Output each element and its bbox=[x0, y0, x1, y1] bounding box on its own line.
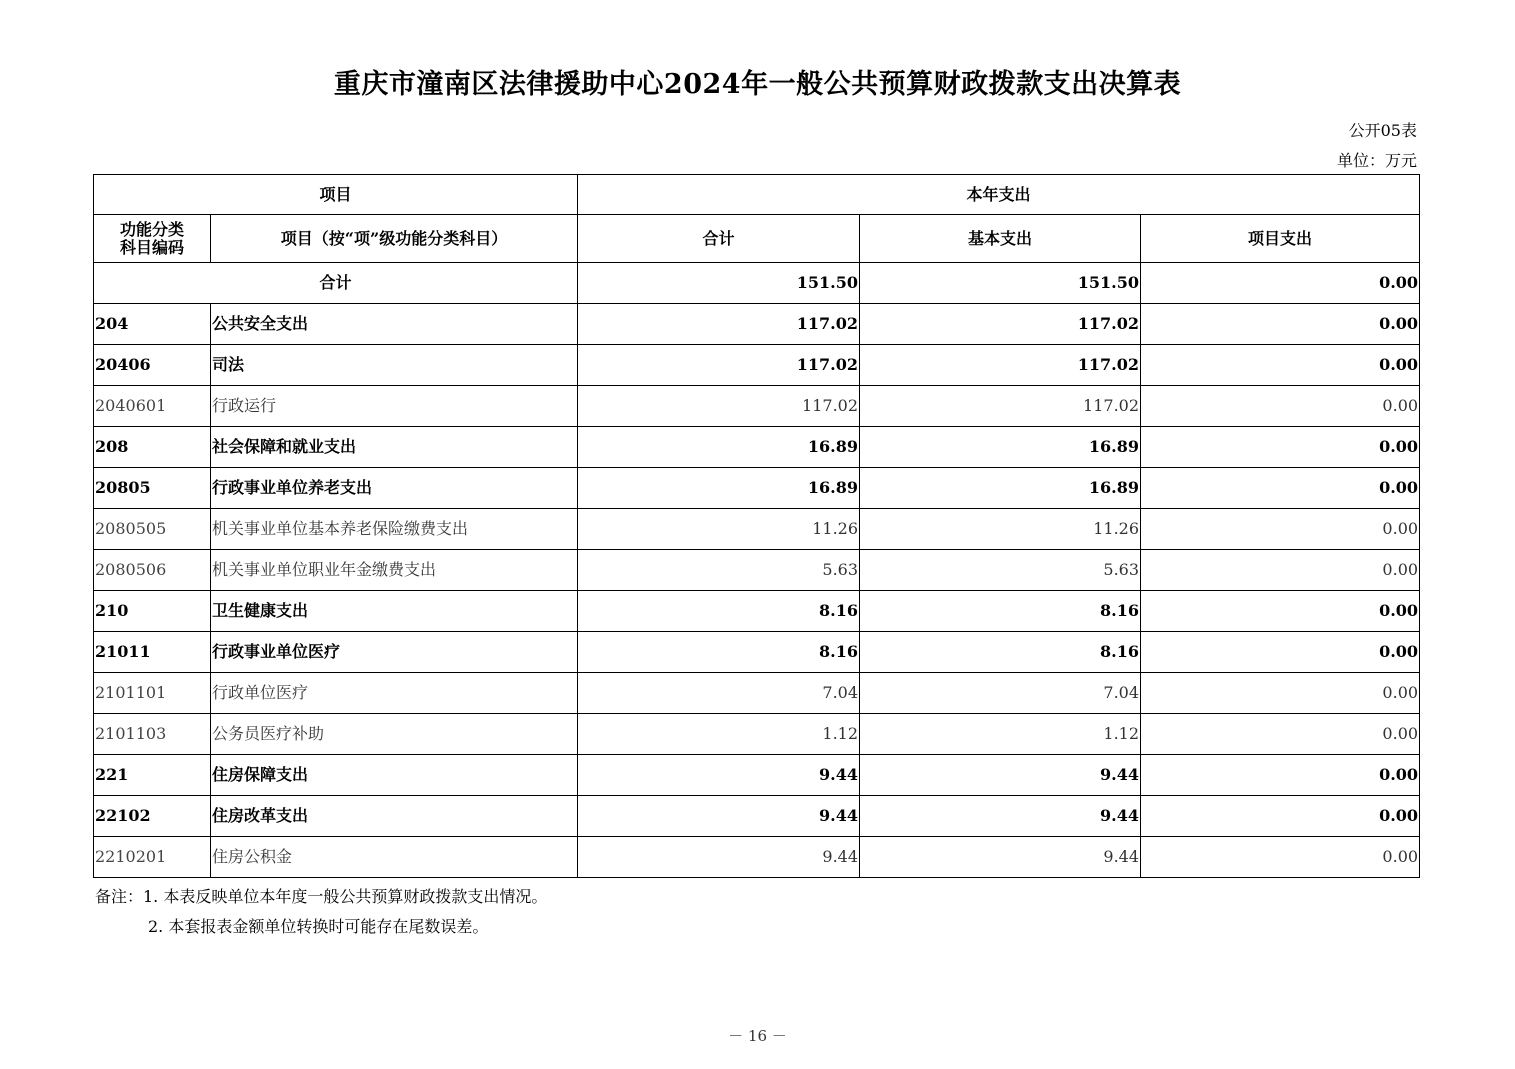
table-row bbox=[94, 837, 1420, 878]
notes bbox=[95, 882, 547, 942]
row-name: 卫生健康支出 bbox=[211, 591, 578, 632]
row-total: 9.44 bbox=[578, 755, 860, 796]
row-project: 0.00 bbox=[1141, 591, 1420, 632]
row-project: 0.00 bbox=[1141, 345, 1420, 386]
row-project: 0.00 bbox=[1141, 673, 1420, 714]
row-name: 社会保障和就业支出 bbox=[211, 427, 578, 468]
header-row-2 bbox=[94, 215, 1420, 263]
page-title: 重庆市潼南区法律援助中心2024年一般公共预算财政拨款支出决算表 bbox=[333, 69, 1182, 100]
total-project: 0.00 bbox=[1141, 263, 1420, 304]
unit-label: 单位：万元 bbox=[1336, 151, 1417, 170]
row-total: 9.44 bbox=[578, 796, 860, 837]
row-name: 住房保障支出 bbox=[211, 755, 578, 796]
row-name: 机关事业单位职业年金缴费支出 bbox=[211, 550, 578, 591]
row-name: 行政运行 bbox=[211, 386, 578, 427]
table-row bbox=[94, 673, 1420, 714]
table-row bbox=[94, 632, 1420, 673]
row-name: 机关事业单位基本养老保险缴费支出 bbox=[211, 509, 578, 550]
row-basic: 117.02 bbox=[860, 345, 1141, 386]
row-code: 20406 bbox=[94, 345, 211, 386]
row-total: 117.02 bbox=[578, 304, 860, 345]
row-name: 公共安全支出 bbox=[211, 304, 578, 345]
row-total: 11.26 bbox=[578, 509, 860, 550]
row-basic: 117.02 bbox=[860, 304, 1141, 345]
row-basic: 16.89 bbox=[860, 427, 1141, 468]
row-project: 0.00 bbox=[1141, 550, 1420, 591]
row-project: 0.00 bbox=[1141, 714, 1420, 755]
row-code: 22102 bbox=[94, 796, 211, 837]
row-basic: 117.02 bbox=[860, 386, 1141, 427]
total-row bbox=[94, 263, 1420, 304]
row-total: 117.02 bbox=[578, 345, 860, 386]
row-code: 21011 bbox=[94, 632, 211, 673]
row-code: 2101103 bbox=[94, 714, 211, 755]
table-row bbox=[94, 796, 1420, 837]
table-row bbox=[94, 427, 1420, 468]
form-number: 公开05表 bbox=[1348, 121, 1417, 140]
row-basic: 7.04 bbox=[860, 673, 1141, 714]
table-row bbox=[94, 550, 1420, 591]
row-project: 0.00 bbox=[1141, 386, 1420, 427]
row-code: 2080505 bbox=[94, 509, 211, 550]
row-code: 210 bbox=[94, 591, 211, 632]
note-2: 2. 本套报表金额单位转换时可能存在尾数误差。 bbox=[148, 917, 489, 936]
header-current-year: 本年支出 bbox=[578, 175, 1420, 215]
row-total: 16.89 bbox=[578, 427, 860, 468]
total-label: 合计 bbox=[94, 263, 578, 304]
row-total: 5.63 bbox=[578, 550, 860, 591]
header-row-1 bbox=[94, 175, 1420, 215]
row-project: 0.00 bbox=[1141, 304, 1420, 345]
total-basic: 151.50 bbox=[860, 263, 1141, 304]
row-total: 1.12 bbox=[578, 714, 860, 755]
row-code: 2210201 bbox=[94, 837, 211, 878]
row-basic: 9.44 bbox=[860, 755, 1141, 796]
table-row bbox=[94, 755, 1420, 796]
row-basic: 1.12 bbox=[860, 714, 1141, 755]
row-code: 221 bbox=[94, 755, 211, 796]
row-code: 208 bbox=[94, 427, 211, 468]
row-name: 行政单位医疗 bbox=[211, 673, 578, 714]
header-total: 合计 bbox=[578, 215, 860, 263]
row-name: 司法 bbox=[211, 345, 578, 386]
row-project: 0.00 bbox=[1141, 796, 1420, 837]
row-total: 16.89 bbox=[578, 468, 860, 509]
row-code: 2040601 bbox=[94, 386, 211, 427]
header-project: 项目 bbox=[94, 175, 578, 215]
row-basic: 5.63 bbox=[860, 550, 1141, 591]
row-basic: 11.26 bbox=[860, 509, 1141, 550]
header-code bbox=[94, 215, 211, 263]
row-code: 2080506 bbox=[94, 550, 211, 591]
note-1: 备注：1. 本表反映单位本年度一般公共预算财政拨款支出情况。 bbox=[95, 887, 548, 906]
row-project: 0.00 bbox=[1141, 755, 1420, 796]
row-basic: 8.16 bbox=[860, 591, 1141, 632]
row-basic: 9.44 bbox=[860, 796, 1141, 837]
row-total: 9.44 bbox=[578, 837, 860, 878]
table-row bbox=[94, 386, 1420, 427]
header-project-exp: 项目支出 bbox=[1141, 215, 1420, 263]
header-code-text: 功能分类科目编码 bbox=[119, 219, 184, 257]
header-item-name: 项目（按“项”级功能分类科目） bbox=[211, 215, 578, 263]
row-project: 0.00 bbox=[1141, 427, 1420, 468]
total-total: 151.50 bbox=[578, 263, 860, 304]
table-row bbox=[94, 304, 1420, 345]
table-row bbox=[94, 468, 1420, 509]
row-basic: 9.44 bbox=[860, 837, 1141, 878]
row-total: 8.16 bbox=[578, 632, 860, 673]
table-row bbox=[94, 345, 1420, 386]
row-name: 公务员医疗补助 bbox=[211, 714, 578, 755]
row-project: 0.00 bbox=[1141, 509, 1420, 550]
row-code: 20805 bbox=[94, 468, 211, 509]
row-name: 住房公积金 bbox=[211, 837, 578, 878]
row-project: 0.00 bbox=[1141, 468, 1420, 509]
row-code: 2101101 bbox=[94, 673, 211, 714]
row-total: 117.02 bbox=[578, 386, 860, 427]
table-row bbox=[94, 591, 1420, 632]
header-basic: 基本支出 bbox=[860, 215, 1141, 263]
row-project: 0.00 bbox=[1141, 632, 1420, 673]
page-number: － 16 － bbox=[728, 1027, 787, 1045]
row-total: 7.04 bbox=[578, 673, 860, 714]
table-row bbox=[94, 714, 1420, 755]
expenditure-table bbox=[93, 174, 1420, 878]
row-name: 行政事业单位养老支出 bbox=[211, 468, 578, 509]
row-code: 204 bbox=[94, 304, 211, 345]
row-name: 住房改革支出 bbox=[211, 796, 578, 837]
row-total: 8.16 bbox=[578, 591, 860, 632]
row-project: 0.00 bbox=[1141, 837, 1420, 878]
row-basic: 8.16 bbox=[860, 632, 1141, 673]
table-body bbox=[94, 175, 1420, 878]
row-basic: 16.89 bbox=[860, 468, 1141, 509]
row-name: 行政事业单位医疗 bbox=[211, 632, 578, 673]
table-row bbox=[94, 509, 1420, 550]
